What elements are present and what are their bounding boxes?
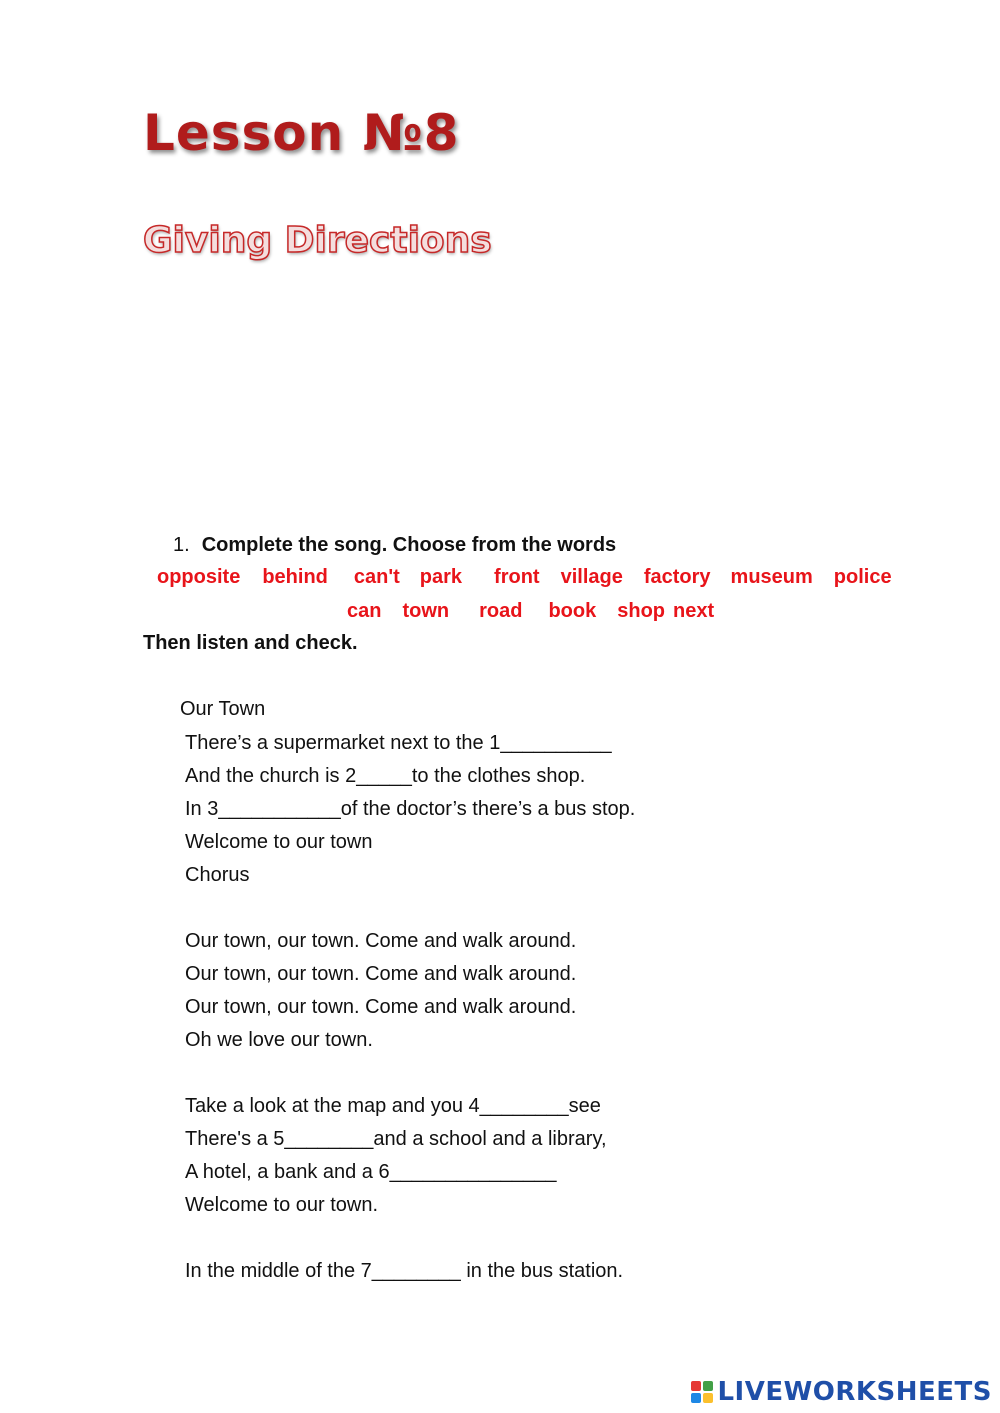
lyric-line: In the middle of the 7________ in the bus station.	[185, 1260, 624, 1282]
liveworksheets-logo[interactable]	[691, 1377, 992, 1407]
exercise-number: 1.	[173, 534, 190, 556]
lyric-line: There's a 5________and a school and a library,	[185, 1128, 607, 1150]
lyric-line: Welcome to our town	[185, 831, 373, 853]
word-bank-row-2	[347, 600, 714, 623]
word-bank-item: road	[479, 600, 523, 622]
word-bank-item: opposite	[157, 566, 241, 588]
instruction-text: Complete the song. Choose from the words	[201, 534, 617, 556]
song-title: Our Town	[180, 698, 266, 720]
lyric-line: There’s a supermarket next to the 1__________	[185, 732, 612, 754]
logo-square-icon	[703, 1381, 713, 1391]
lyric-line-blank	[185, 1061, 635, 1094]
lyric-line: Our town, our town. Come and walk around.	[185, 963, 577, 985]
word-bank-item: can't	[353, 566, 400, 588]
word-bank-item: front	[494, 566, 540, 588]
lyric-line: Welcome to our town.	[185, 1194, 379, 1216]
logo-grid-icon	[691, 1381, 713, 1403]
logo-square-icon	[691, 1381, 701, 1391]
logo-square-icon	[703, 1393, 713, 1403]
word-bank-item: factory	[643, 566, 711, 588]
lyric-line: Our town, our town. Come and walk around.	[185, 930, 577, 952]
lesson-title: Lesson №8	[143, 104, 460, 162]
logo-square-icon	[691, 1393, 701, 1403]
lyric-line: Our town, our town. Come and walk around.	[185, 996, 577, 1018]
word-bank-item: park	[419, 566, 463, 588]
lyric-line-blank	[185, 1226, 635, 1259]
lyric-line: Chorus	[185, 864, 250, 886]
word-bank-item: can	[347, 600, 382, 622]
word-bank-item: book	[548, 600, 597, 622]
word-bank-item: village	[560, 566, 623, 588]
word-bank-row-1	[157, 566, 892, 589]
lyric-line: Oh we love our town.	[185, 1029, 373, 1051]
lyric-line: Take a look at the map and you 4________see	[185, 1095, 601, 1117]
song-lyrics	[185, 731, 635, 1292]
word-bank-item: behind	[262, 566, 328, 588]
word-bank-item: next	[673, 600, 715, 622]
word-bank-item: police	[833, 566, 892, 588]
lesson-subtitle: Giving Directions	[143, 220, 492, 261]
word-bank-item: shop	[617, 600, 666, 622]
exercise-instruction	[173, 534, 616, 557]
logo-text: LIVEWORKSHEETS	[717, 1377, 992, 1407]
lyric-line: And the church is 2_____to the clothes shop.	[185, 765, 586, 787]
lyric-line-blank	[185, 896, 635, 929]
lyric-line: A hotel, a bank and a 6_______________	[185, 1161, 557, 1183]
follow-up-instruction: Then listen and check.	[143, 632, 358, 654]
lyric-line: In 3___________of the doctor’s there’s a bus stop.	[185, 798, 636, 820]
word-bank-item: museum	[730, 566, 813, 588]
word-bank-item: town	[402, 600, 450, 622]
